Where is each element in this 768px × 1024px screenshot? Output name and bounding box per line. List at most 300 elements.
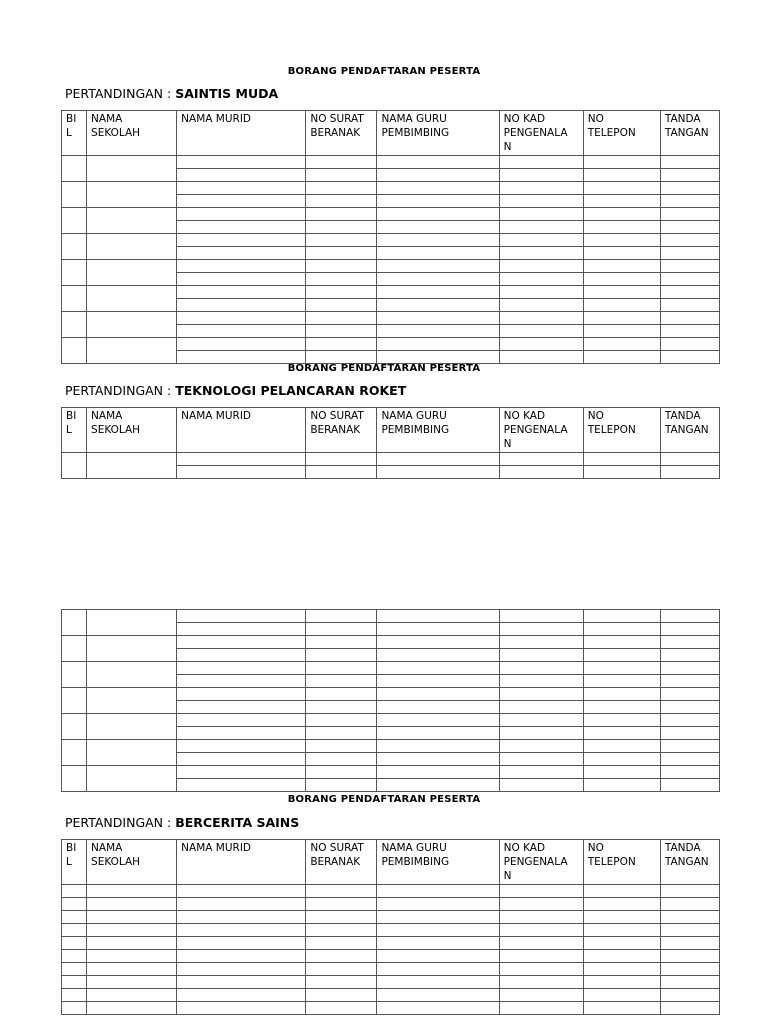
table-cell[interactable] <box>306 727 377 740</box>
table-cell[interactable] <box>660 1002 719 1015</box>
table-cell[interactable] <box>499 649 583 662</box>
table-cell[interactable] <box>177 976 306 989</box>
table-cell[interactable] <box>499 312 583 325</box>
table-cell[interactable] <box>583 260 660 273</box>
table-cell[interactable] <box>177 740 306 753</box>
table-cell[interactable] <box>377 338 499 351</box>
table-cell[interactable] <box>62 1002 87 1015</box>
table-cell[interactable] <box>177 273 306 286</box>
table-cell[interactable] <box>583 675 660 688</box>
table-cell[interactable] <box>87 234 177 260</box>
table-cell[interactable] <box>660 779 719 792</box>
table-cell[interactable] <box>177 636 306 649</box>
table-cell[interactable] <box>306 924 377 937</box>
table-cell[interactable] <box>583 453 660 466</box>
table-cell[interactable] <box>499 675 583 688</box>
table-cell[interactable] <box>660 169 719 182</box>
table-cell[interactable] <box>583 753 660 766</box>
table-cell[interactable] <box>377 649 499 662</box>
table-cell[interactable] <box>306 885 377 898</box>
table-cell[interactable] <box>177 727 306 740</box>
table-cell[interactable] <box>499 182 583 195</box>
table-cell[interactable] <box>660 299 719 312</box>
table-cell[interactable] <box>499 885 583 898</box>
table-cell[interactable] <box>499 169 583 182</box>
table-cell[interactable] <box>377 963 499 976</box>
table-cell[interactable] <box>177 898 306 911</box>
table-cell[interactable] <box>306 351 377 364</box>
table-cell[interactable] <box>87 924 177 937</box>
table-cell[interactable] <box>177 779 306 792</box>
table-cell[interactable] <box>377 286 499 299</box>
table-cell[interactable] <box>306 675 377 688</box>
table-cell[interactable] <box>583 924 660 937</box>
table-cell[interactable] <box>583 701 660 714</box>
table-cell[interactable] <box>177 312 306 325</box>
table-cell[interactable] <box>660 636 719 649</box>
table-cell[interactable] <box>660 740 719 753</box>
table-cell[interactable] <box>62 937 87 950</box>
table-cell[interactable] <box>377 675 499 688</box>
table-cell[interactable] <box>660 688 719 701</box>
table-cell[interactable] <box>583 740 660 753</box>
table-cell[interactable] <box>62 662 87 688</box>
table-cell[interactable] <box>499 156 583 169</box>
table-cell[interactable] <box>660 623 719 636</box>
table-cell[interactable] <box>583 727 660 740</box>
table-cell[interactable] <box>499 260 583 273</box>
table-cell[interactable] <box>377 937 499 950</box>
table-cell[interactable] <box>377 950 499 963</box>
table-cell[interactable] <box>177 234 306 247</box>
table-cell[interactable] <box>62 766 87 792</box>
table-cell[interactable] <box>62 714 87 740</box>
table-cell[interactable] <box>87 989 177 1002</box>
table-cell[interactable] <box>87 636 177 662</box>
table-cell[interactable] <box>177 453 306 466</box>
table-cell[interactable] <box>177 299 306 312</box>
table-cell[interactable] <box>499 950 583 963</box>
table-cell[interactable] <box>306 221 377 234</box>
table-cell[interactable] <box>499 286 583 299</box>
table-cell[interactable] <box>583 466 660 479</box>
table-cell[interactable] <box>62 950 87 963</box>
table-cell[interactable] <box>306 701 377 714</box>
table-cell[interactable] <box>306 740 377 753</box>
table-cell[interactable] <box>177 950 306 963</box>
table-cell[interactable] <box>377 740 499 753</box>
table-cell[interactable] <box>660 753 719 766</box>
table-cell[interactable] <box>87 963 177 976</box>
table-cell[interactable] <box>583 351 660 364</box>
table-cell[interactable] <box>583 649 660 662</box>
table-cell[interactable] <box>306 623 377 636</box>
table-cell[interactable] <box>583 299 660 312</box>
table-cell[interactable] <box>499 779 583 792</box>
table-cell[interactable] <box>62 286 87 312</box>
table-cell[interactable] <box>306 911 377 924</box>
table-cell[interactable] <box>499 466 583 479</box>
table-cell[interactable] <box>306 247 377 260</box>
table-cell[interactable] <box>660 273 719 286</box>
table-cell[interactable] <box>499 610 583 623</box>
table-cell[interactable] <box>87 898 177 911</box>
table-cell[interactable] <box>660 466 719 479</box>
table-cell[interactable] <box>306 688 377 701</box>
table-cell[interactable] <box>499 937 583 950</box>
table-cell[interactable] <box>177 156 306 169</box>
table-cell[interactable] <box>499 195 583 208</box>
table-cell[interactable] <box>660 727 719 740</box>
table-cell[interactable] <box>377 911 499 924</box>
table-cell[interactable] <box>660 963 719 976</box>
table-cell[interactable] <box>660 937 719 950</box>
table-cell[interactable] <box>499 273 583 286</box>
table-cell[interactable] <box>660 911 719 924</box>
table-cell[interactable] <box>499 898 583 911</box>
table-cell[interactable] <box>306 937 377 950</box>
table-cell[interactable] <box>377 169 499 182</box>
table-cell[interactable] <box>660 208 719 221</box>
table-cell[interactable] <box>377 466 499 479</box>
table-cell[interactable] <box>377 195 499 208</box>
table-cell[interactable] <box>87 714 177 740</box>
table-cell[interactable] <box>377 701 499 714</box>
table-cell[interactable] <box>660 453 719 466</box>
table-cell[interactable] <box>377 714 499 727</box>
table-cell[interactable] <box>177 675 306 688</box>
table-cell[interactable] <box>177 260 306 273</box>
table-cell[interactable] <box>306 976 377 989</box>
table-cell[interactable] <box>660 286 719 299</box>
table-cell[interactable] <box>62 156 87 182</box>
table-cell[interactable] <box>377 312 499 325</box>
table-cell[interactable] <box>499 911 583 924</box>
table-cell[interactable] <box>306 989 377 1002</box>
table-cell[interactable] <box>660 338 719 351</box>
table-cell[interactable] <box>306 286 377 299</box>
table-cell[interactable] <box>306 766 377 779</box>
table-cell[interactable] <box>583 950 660 963</box>
table-cell[interactable] <box>499 636 583 649</box>
table-cell[interactable] <box>583 963 660 976</box>
table-cell[interactable] <box>583 286 660 299</box>
table-cell[interactable] <box>499 740 583 753</box>
table-cell[interactable] <box>660 701 719 714</box>
table-cell[interactable] <box>377 273 499 286</box>
table-cell[interactable] <box>62 208 87 234</box>
table-cell[interactable] <box>583 156 660 169</box>
table-cell[interactable] <box>87 688 177 714</box>
table-cell[interactable] <box>306 234 377 247</box>
table-cell[interactable] <box>499 247 583 260</box>
table-cell[interactable] <box>62 453 87 479</box>
table-cell[interactable] <box>306 299 377 312</box>
table-cell[interactable] <box>583 312 660 325</box>
table-cell[interactable] <box>583 623 660 636</box>
table-cell[interactable] <box>87 976 177 989</box>
table-cell[interactable] <box>62 234 87 260</box>
table-cell[interactable] <box>583 766 660 779</box>
table-cell[interactable] <box>306 453 377 466</box>
table-cell[interactable] <box>177 247 306 260</box>
table-cell[interactable] <box>583 636 660 649</box>
table-cell[interactable] <box>377 885 499 898</box>
table-cell[interactable] <box>499 234 583 247</box>
table-cell[interactable] <box>660 234 719 247</box>
table-cell[interactable] <box>377 351 499 364</box>
table-cell[interactable] <box>177 924 306 937</box>
table-cell[interactable] <box>583 937 660 950</box>
table-cell[interactable] <box>583 247 660 260</box>
table-cell[interactable] <box>306 338 377 351</box>
table-cell[interactable] <box>583 662 660 675</box>
table-cell[interactable] <box>377 766 499 779</box>
table-cell[interactable] <box>499 714 583 727</box>
table-cell[interactable] <box>583 976 660 989</box>
table-cell[interactable] <box>306 649 377 662</box>
table-cell[interactable] <box>87 740 177 766</box>
table-cell[interactable] <box>377 976 499 989</box>
table-cell[interactable] <box>306 636 377 649</box>
table-cell[interactable] <box>177 911 306 924</box>
table-cell[interactable] <box>87 937 177 950</box>
table-cell[interactable] <box>583 1002 660 1015</box>
table-cell[interactable] <box>377 453 499 466</box>
table-cell[interactable] <box>62 976 87 989</box>
table-cell[interactable] <box>583 610 660 623</box>
table-cell[interactable] <box>306 950 377 963</box>
table-cell[interactable] <box>660 989 719 1002</box>
table-cell[interactable] <box>660 325 719 338</box>
table-cell[interactable] <box>87 156 177 182</box>
table-cell[interactable] <box>177 662 306 675</box>
table-cell[interactable] <box>377 636 499 649</box>
table-cell[interactable] <box>87 312 177 338</box>
table-cell[interactable] <box>62 610 87 636</box>
table-cell[interactable] <box>306 325 377 338</box>
table-cell[interactable] <box>87 260 177 286</box>
table-cell[interactable] <box>177 885 306 898</box>
table-cell[interactable] <box>62 989 87 1002</box>
table-cell[interactable] <box>177 714 306 727</box>
table-cell[interactable] <box>499 989 583 1002</box>
table-cell[interactable] <box>306 169 377 182</box>
table-cell[interactable] <box>499 753 583 766</box>
table-cell[interactable] <box>660 649 719 662</box>
table-cell[interactable] <box>177 753 306 766</box>
table-cell[interactable] <box>499 325 583 338</box>
table-cell[interactable] <box>177 937 306 950</box>
table-cell[interactable] <box>306 208 377 221</box>
table-cell[interactable] <box>583 182 660 195</box>
table-cell[interactable] <box>499 1002 583 1015</box>
table-cell[interactable] <box>377 623 499 636</box>
table-cell[interactable] <box>583 325 660 338</box>
table-cell[interactable] <box>660 312 719 325</box>
table-cell[interactable] <box>87 911 177 924</box>
table-cell[interactable] <box>583 234 660 247</box>
table-cell[interactable] <box>583 273 660 286</box>
table-cell[interactable] <box>62 688 87 714</box>
table-cell[interactable] <box>87 610 177 636</box>
table-cell[interactable] <box>499 701 583 714</box>
table-cell[interactable] <box>583 208 660 221</box>
table-cell[interactable] <box>87 453 177 479</box>
table-cell[interactable] <box>87 1002 177 1015</box>
table-cell[interactable] <box>306 1002 377 1015</box>
table-cell[interactable] <box>499 662 583 675</box>
table-cell[interactable] <box>306 195 377 208</box>
table-cell[interactable] <box>306 260 377 273</box>
table-cell[interactable] <box>177 766 306 779</box>
table-cell[interactable] <box>177 1002 306 1015</box>
table-cell[interactable] <box>177 649 306 662</box>
table-cell[interactable] <box>177 325 306 338</box>
table-cell[interactable] <box>306 610 377 623</box>
table-cell[interactable] <box>499 338 583 351</box>
table-cell[interactable] <box>499 299 583 312</box>
table-cell[interactable] <box>377 662 499 675</box>
table-cell[interactable] <box>660 714 719 727</box>
table-cell[interactable] <box>499 924 583 937</box>
table-cell[interactable] <box>583 898 660 911</box>
table-cell[interactable] <box>660 195 719 208</box>
table-cell[interactable] <box>377 727 499 740</box>
table-cell[interactable] <box>177 701 306 714</box>
table-cell[interactable] <box>306 753 377 766</box>
table-cell[interactable] <box>660 976 719 989</box>
table-cell[interactable] <box>660 950 719 963</box>
table-cell[interactable] <box>62 740 87 766</box>
table-cell[interactable] <box>177 195 306 208</box>
table-cell[interactable] <box>499 221 583 234</box>
table-cell[interactable] <box>660 156 719 169</box>
table-cell[interactable] <box>377 1002 499 1015</box>
table-cell[interactable] <box>499 688 583 701</box>
table-cell[interactable] <box>499 766 583 779</box>
table-cell[interactable] <box>583 885 660 898</box>
table-cell[interactable] <box>177 989 306 1002</box>
table-cell[interactable] <box>583 338 660 351</box>
table-cell[interactable] <box>62 260 87 286</box>
table-cell[interactable] <box>177 466 306 479</box>
table-cell[interactable] <box>177 169 306 182</box>
table-cell[interactable] <box>306 182 377 195</box>
table-cell[interactable] <box>306 779 377 792</box>
table-cell[interactable] <box>660 898 719 911</box>
table-cell[interactable] <box>583 989 660 1002</box>
table-cell[interactable] <box>583 169 660 182</box>
table-cell[interactable] <box>660 247 719 260</box>
table-cell[interactable] <box>177 688 306 701</box>
table-cell[interactable] <box>660 610 719 623</box>
table-cell[interactable] <box>87 338 177 364</box>
table-cell[interactable] <box>499 963 583 976</box>
table-cell[interactable] <box>87 662 177 688</box>
table-cell[interactable] <box>87 208 177 234</box>
table-cell[interactable] <box>62 924 87 937</box>
table-cell[interactable] <box>177 963 306 976</box>
table-cell[interactable] <box>377 898 499 911</box>
table-cell[interactable] <box>499 727 583 740</box>
table-cell[interactable] <box>377 688 499 701</box>
table-cell[interactable] <box>87 950 177 963</box>
table-cell[interactable] <box>87 766 177 792</box>
table-cell[interactable] <box>583 221 660 234</box>
table-cell[interactable] <box>377 234 499 247</box>
table-cell[interactable] <box>377 247 499 260</box>
table-cell[interactable] <box>177 623 306 636</box>
table-cell[interactable] <box>306 898 377 911</box>
table-cell[interactable] <box>377 299 499 312</box>
table-cell[interactable] <box>499 453 583 466</box>
table-cell[interactable] <box>306 312 377 325</box>
table-cell[interactable] <box>177 610 306 623</box>
table-cell[interactable] <box>377 325 499 338</box>
table-cell[interactable] <box>377 208 499 221</box>
table-cell[interactable] <box>306 714 377 727</box>
table-cell[interactable] <box>306 963 377 976</box>
table-cell[interactable] <box>377 156 499 169</box>
table-cell[interactable] <box>87 182 177 208</box>
table-cell[interactable] <box>62 898 87 911</box>
table-cell[interactable] <box>660 675 719 688</box>
table-cell[interactable] <box>306 466 377 479</box>
table-cell[interactable] <box>87 885 177 898</box>
table-cell[interactable] <box>377 924 499 937</box>
table-cell[interactable] <box>177 208 306 221</box>
table-cell[interactable] <box>499 976 583 989</box>
table-cell[interactable] <box>660 924 719 937</box>
table-cell[interactable] <box>583 714 660 727</box>
table-cell[interactable] <box>177 182 306 195</box>
table-cell[interactable] <box>177 221 306 234</box>
table-cell[interactable] <box>377 610 499 623</box>
table-cell[interactable] <box>62 911 87 924</box>
table-cell[interactable] <box>660 662 719 675</box>
table-cell[interactable] <box>660 260 719 273</box>
table-cell[interactable] <box>377 260 499 273</box>
table-cell[interactable] <box>660 351 719 364</box>
table-cell[interactable] <box>377 779 499 792</box>
table-cell[interactable] <box>306 662 377 675</box>
table-cell[interactable] <box>62 636 87 662</box>
table-cell[interactable] <box>87 286 177 312</box>
table-cell[interactable] <box>583 779 660 792</box>
table-cell[interactable] <box>660 885 719 898</box>
table-cell[interactable] <box>177 351 306 364</box>
table-cell[interactable] <box>306 156 377 169</box>
table-cell[interactable] <box>62 312 87 338</box>
table-cell[interactable] <box>62 182 87 208</box>
table-cell[interactable] <box>377 753 499 766</box>
table-cell[interactable] <box>660 182 719 195</box>
table-cell[interactable] <box>583 195 660 208</box>
table-cell[interactable] <box>499 623 583 636</box>
table-cell[interactable] <box>306 273 377 286</box>
table-cell[interactable] <box>660 221 719 234</box>
table-cell[interactable] <box>377 989 499 1002</box>
table-cell[interactable] <box>377 221 499 234</box>
table-cell[interactable] <box>499 208 583 221</box>
table-cell[interactable] <box>62 338 87 364</box>
table-cell[interactable] <box>177 338 306 351</box>
table-cell[interactable] <box>62 885 87 898</box>
table-cell[interactable] <box>583 911 660 924</box>
table-cell[interactable] <box>499 351 583 364</box>
table-cell[interactable] <box>660 766 719 779</box>
